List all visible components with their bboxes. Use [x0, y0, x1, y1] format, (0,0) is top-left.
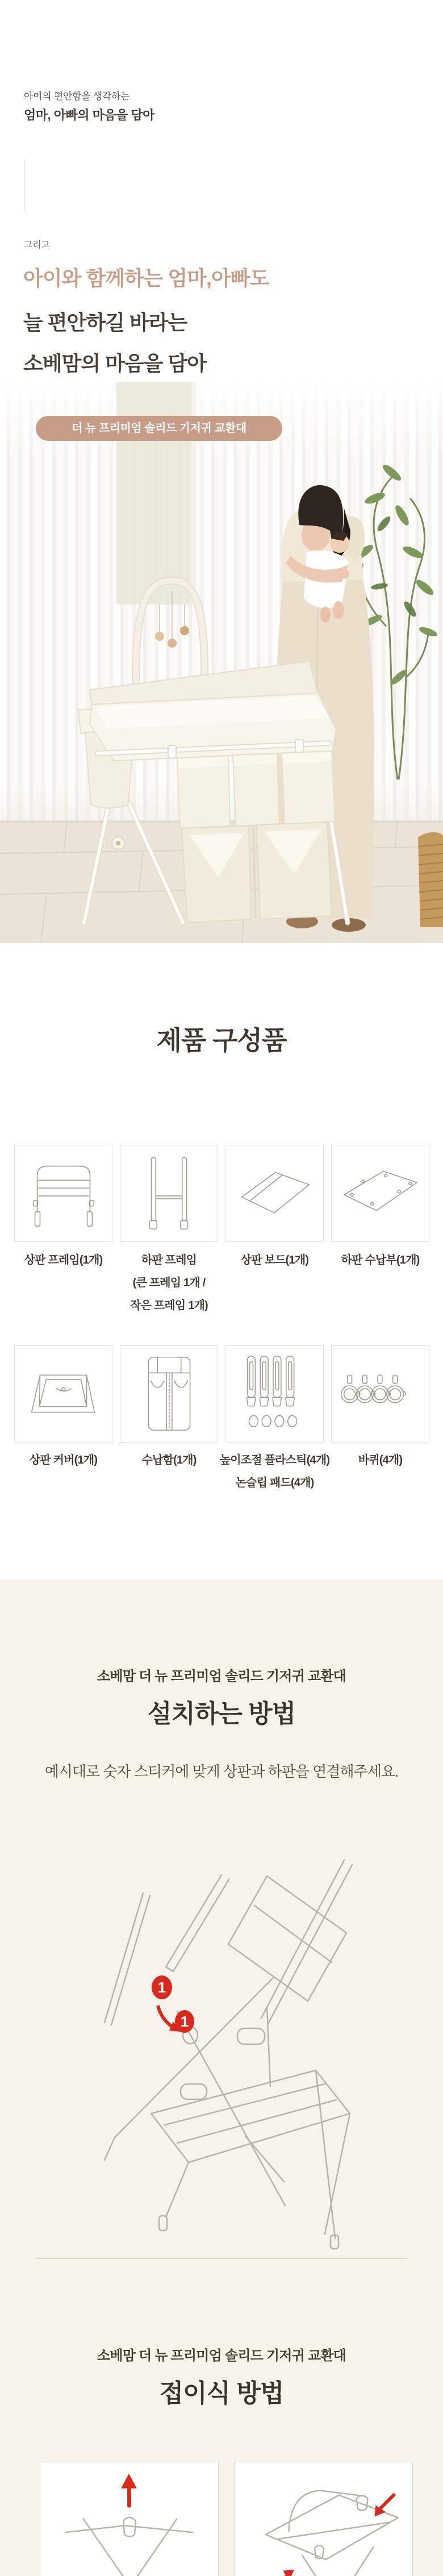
intro-line-1: 아이의 편안함을 생각하는: [24, 91, 130, 102]
height-adjust-plastic-sketch: [226, 1346, 323, 1442]
component-box-top-board: [225, 1145, 324, 1242]
component-box-top-frame: [14, 1145, 112, 1242]
wheels-sketch: [332, 1346, 429, 1442]
step-1-badge-label: 1: [157, 1979, 166, 1996]
component-box-wheels: [331, 1345, 429, 1443]
instructions-section: [0, 1579, 443, 2576]
bottom-storage-panel-sketch: [332, 1145, 429, 1241]
product-badge: 더 뉴 프리미엄 솔리드 기저귀 교환대: [36, 416, 282, 441]
install-brand-line: 소베맘 더 뉴 프리미엄 솔리드 기저귀 교환대: [97, 1669, 346, 1684]
conjunction-text: 그리고: [24, 240, 50, 250]
fold-title: 접이식 방법: [159, 2379, 284, 2407]
headline-line-2: 늘 편안하길 바라는: [23, 311, 187, 334]
caption-line: 상판 프레임(1개): [24, 1254, 103, 1266]
hero-photo: [0, 382, 443, 943]
caption-line: 수납함(1개): [141, 1454, 197, 1466]
component-caption: [6, 1449, 120, 1472]
fold-brand-line: 소베맘 더 뉴 프리미엄 솔리드 기저귀 교환대: [97, 2348, 346, 2364]
caption-line: 높이조절 플라스틱(4개): [219, 1454, 330, 1466]
fold-step-2-diagram: [235, 2462, 412, 2576]
caption-line: 하판 수납부(1개): [341, 1254, 420, 1266]
step-1-badge-label: 1: [180, 2013, 189, 2030]
components-title: 제품 구성품: [156, 1026, 287, 1055]
caption-line: 상판 보드(1개): [240, 1254, 309, 1266]
storage-box-sketch: [120, 1346, 218, 1442]
component-caption: [323, 1249, 437, 1272]
caption-line: 바퀴(4개): [358, 1454, 403, 1466]
step-1-badge: [175, 2010, 194, 2033]
hero-photo-illustration: [0, 382, 443, 943]
top-cover-sketch: [15, 1346, 112, 1442]
fold-step-1-diagram: [40, 2462, 218, 2576]
component-box-top-cover: [14, 1345, 112, 1443]
component-caption: [218, 1249, 332, 1272]
caption-line: 논슬립 패드(4개): [235, 1477, 314, 1489]
install-description: 예시대로 숫자 스티커에 맞게 상판과 하판을 연결해주세요.: [44, 1763, 399, 1780]
component-caption: [112, 1249, 226, 1317]
component-box-storage-box: [120, 1345, 218, 1443]
headline-line-3: 소베맘의 마음을 담아: [23, 352, 206, 375]
fold-step-box-2: [234, 2462, 413, 2576]
component-caption: [112, 1449, 226, 1472]
top-frame-sketch: [15, 1145, 112, 1241]
component-caption: [6, 1249, 120, 1272]
component-caption: [212, 1449, 337, 1494]
step-1-badge: [152, 1975, 172, 1999]
fold-up-arrow-icon: [121, 2474, 137, 2508]
caption-line: 상판 커버(1개): [29, 1454, 98, 1466]
fold-step-box-1: [40, 2462, 219, 2576]
assembly-diagram: [97, 1841, 358, 2250]
component-box-bottom-storage-panel: [331, 1145, 429, 1242]
section-divider: [36, 2258, 407, 2259]
top-board-sketch: [226, 1145, 323, 1241]
caption-line: 하판 프레임: [141, 1254, 197, 1266]
rattan-basket: [418, 832, 443, 927]
component-box-bottom-frame: [120, 1145, 218, 1242]
headline-accent: 아이와 함께하는 엄마,아빠도: [23, 266, 269, 290]
component-box-height-adjust-plastic: [225, 1345, 324, 1443]
caption-line: 작은 프레임 1개): [130, 1299, 208, 1312]
intro-line-2: 엄마, 아빠의 마음을 담아: [24, 108, 154, 122]
install-title: 설치하는 방법: [147, 1700, 296, 1728]
caption-line: (큰 프레임 1개 /: [132, 1277, 206, 1289]
fold-arrow-icon: [272, 2494, 395, 2576]
bottom-frame-sketch: [120, 1145, 218, 1241]
component-caption: [323, 1449, 437, 1472]
